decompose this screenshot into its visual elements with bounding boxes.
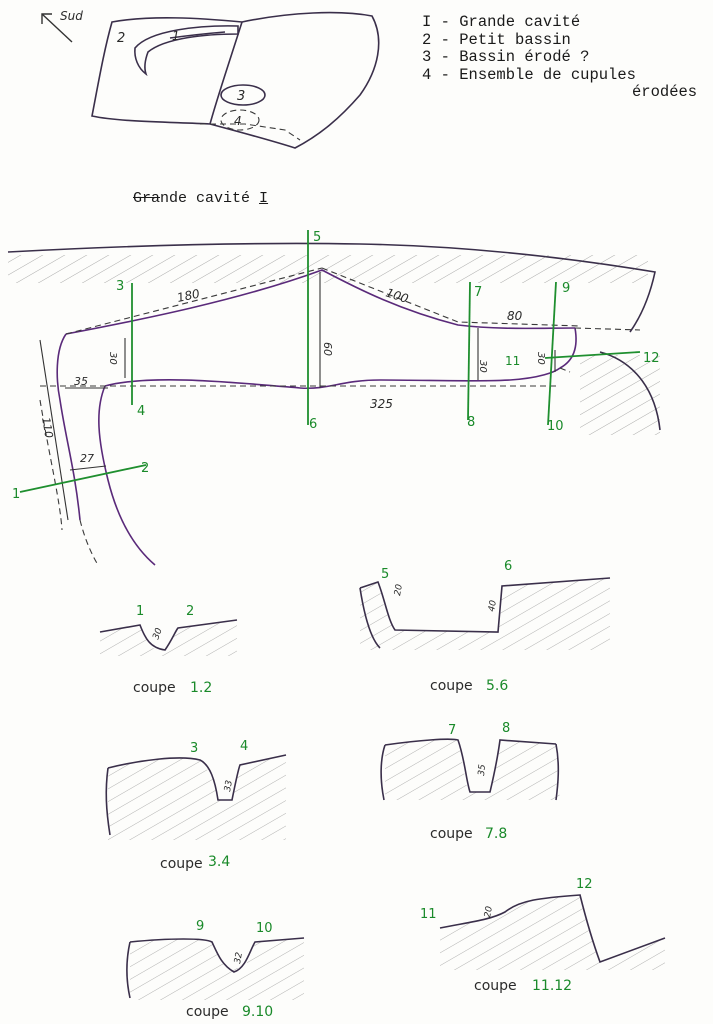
section-label-7: 7 bbox=[474, 285, 483, 300]
sketch-label-1: 1 bbox=[172, 29, 180, 43]
section-7-8 bbox=[381, 721, 560, 842]
section-7-8-left: 7 bbox=[448, 723, 457, 738]
section-3-4-caption-word: coupe bbox=[160, 856, 203, 872]
dim-27: 27 bbox=[80, 452, 94, 465]
section-5-6 bbox=[360, 559, 610, 694]
section-label-9: 9 bbox=[562, 281, 571, 296]
plan-drawing bbox=[8, 230, 660, 565]
section-label-5: 5 bbox=[313, 230, 322, 245]
section-9-10-caption-num: 9.10 bbox=[242, 1004, 274, 1020]
section-line-7-8 bbox=[468, 282, 470, 420]
section-3-4-depth: 33 bbox=[223, 779, 235, 793]
sketch-label-2: 2 bbox=[117, 31, 126, 46]
dim-100: 100 bbox=[384, 285, 411, 306]
section-9-10-depth: 32 bbox=[233, 951, 245, 965]
dim-80: 80 bbox=[507, 309, 523, 323]
section-11-12-right: 12 bbox=[576, 877, 593, 892]
section-1-2 bbox=[100, 604, 237, 696]
section-3-4-caption-num: 3.4 bbox=[208, 854, 231, 870]
section-11-12-caption-num: 11.12 bbox=[532, 978, 573, 994]
section-5-6-depth-right: 40 bbox=[487, 599, 499, 613]
section-5-6-depth-left: 20 bbox=[393, 583, 405, 597]
section-11-12-left: 11 bbox=[420, 907, 437, 922]
section-3-4-left: 3 bbox=[190, 741, 199, 756]
section-5-6-left: 5 bbox=[381, 567, 390, 582]
dim-30-b: 30 bbox=[477, 360, 488, 373]
section-9-10-right: 10 bbox=[256, 921, 273, 936]
section-3-4-right: 4 bbox=[240, 739, 249, 754]
section-11-12-depth: 20 bbox=[483, 905, 495, 919]
sketch-label-3: 3 bbox=[237, 89, 246, 104]
dim-30-c: 30 bbox=[535, 352, 546, 365]
overview-sketch bbox=[42, 9, 379, 148]
dim-110: 110 bbox=[39, 416, 56, 440]
legend-item-4: 4 - Ensemble de cupules bbox=[422, 65, 636, 84]
section-1-2-caption-num: 1.2 bbox=[190, 680, 213, 696]
north-label: Sud bbox=[60, 9, 83, 23]
section-5-6-caption-word: coupe bbox=[430, 678, 473, 694]
section-7-8-right: 8 bbox=[502, 721, 511, 736]
section-label-1: 1 bbox=[12, 487, 21, 502]
section-7-8-caption-word: coupe bbox=[430, 826, 473, 842]
section-label-10: 10 bbox=[547, 419, 564, 434]
section-9-10 bbox=[127, 919, 304, 1020]
section-5-6-right: 6 bbox=[504, 559, 513, 574]
section-1-2-depth: 30 bbox=[151, 626, 165, 642]
sketch-label-4: 4 bbox=[234, 114, 242, 128]
section-7-8-caption-num: 7.8 bbox=[485, 826, 508, 842]
section-label-8: 8 bbox=[467, 415, 476, 430]
section-label-3: 3 bbox=[116, 279, 125, 294]
section-label-4: 4 bbox=[137, 404, 146, 419]
section-11-12-caption-word: coupe bbox=[474, 978, 517, 994]
legend-item-3: 3 - Bassin érodé ? bbox=[422, 48, 590, 66]
section-1-2-caption-word: coupe bbox=[133, 680, 176, 696]
legend-item-1: I - Grande cavité bbox=[422, 13, 581, 31]
section-1-2-left: 1 bbox=[136, 604, 145, 619]
title-rest: nde cavité bbox=[160, 190, 251, 207]
section-3-4 bbox=[106, 739, 286, 872]
section-7-8-depth: 35 bbox=[477, 763, 488, 777]
section-1-2-right: 2 bbox=[186, 604, 195, 619]
section-label-2: 2 bbox=[141, 461, 150, 476]
dim-325: 325 bbox=[370, 397, 393, 411]
title-number: I bbox=[259, 190, 269, 207]
dim-35: 35 bbox=[74, 375, 88, 388]
legend-item-4-continuation: érodées bbox=[632, 83, 698, 101]
title-struck-part: Gra bbox=[133, 190, 161, 207]
section-label-6: 6 bbox=[309, 417, 318, 432]
section-label-12: 12 bbox=[643, 351, 660, 366]
section-9-10-left: 9 bbox=[196, 919, 205, 934]
section-5-6-caption-num: 5.6 bbox=[486, 678, 509, 694]
section-9-10-caption-word: coupe bbox=[186, 1004, 229, 1020]
section-label-11: 11 bbox=[505, 354, 521, 368]
dim-30-a: 30 bbox=[107, 352, 118, 365]
dim-180: 180 bbox=[175, 286, 202, 305]
legend-item-2: 2 - Petit bassin bbox=[422, 30, 571, 49]
section-11-12 bbox=[420, 877, 665, 994]
dim-60: 60 bbox=[321, 342, 334, 356]
